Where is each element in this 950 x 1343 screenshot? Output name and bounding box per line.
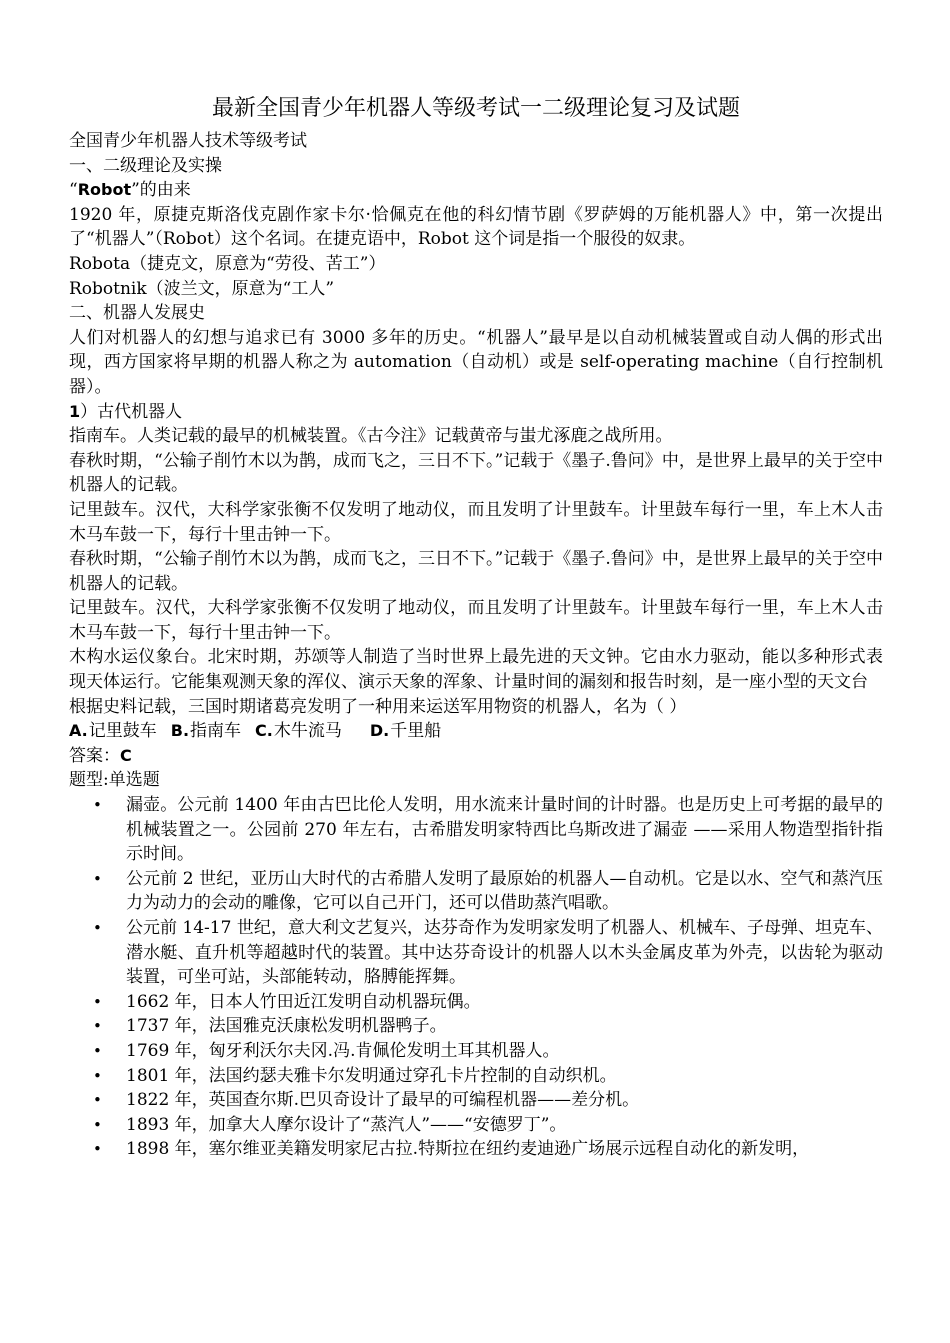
document-title: 最新全国青少年机器人等级考试一二级理论复习及试题 [211, 96, 740, 121]
list-item-text: 漏壶。公元前 1400 年由古巴比伦人发明，用水流来计量时间的计时器。也是历史上可考据的最早的机械装置之一。公园前 270 年左右，古希腊发明家特西比乌斯改进了漏壶 ——采用人物造型指针指示时间。 [126, 795, 883, 865]
question-type: 题型:单选题 [69, 770, 160, 791]
list-item [69, 1137, 883, 1162]
section-heading-1: 一、二级理论及实操 [69, 155, 222, 176]
robot-word: Robot [77, 180, 132, 200]
history-bullet-list [69, 793, 883, 1162]
bullet-icon: • [93, 1140, 102, 1159]
paragraph-wooden-bird: 春秋时期，“公输子削竹木以为鹊，成而飞之，三日不下。”记载于《墨子.鲁问》中，是世界上最早的关于空中机器人的记载。 [69, 450, 883, 496]
list-item-text: 公元前 2 世纪，亚历山大时代的古希腊人发明了最原始的机器人—自动机。它是以水、空气和蒸汽压力为动力的会动的雕像，它可以自己开门，还可以借助蒸汽唱歌。 [126, 868, 883, 914]
list-item-text: 公元前 14-17 世纪，意大利文艺复兴，达芬奇作为发明家发明了机器人、机械车、子母弹、坦克车、潜水艇、直升机等超越时代的装置。其中达芬奇设计的机器人以木头金属皮革为外壳，以齿轮为驱动装置，可坐可站，头部能转动，胳膊能挥舞。 [126, 918, 883, 988]
question-text: 根据史料记载，三国时期诸葛亮发明了一种用来运送军用物资的机器人，名为（ ） [69, 696, 687, 717]
bullet-icon: • [93, 992, 102, 1011]
bullet-icon: • [93, 1041, 102, 1060]
paragraph-drum-cart-repeat: 记里鼓车。汉代，大科学家张衡不仅发明了地动仪，而且发明了计里鼓车。计里鼓车每行一里，车上木人击木马车鼓一下，每行十里击钟一下。 [69, 598, 883, 643]
list-item [69, 916, 883, 990]
bullet-icon: • [93, 1017, 102, 1036]
option-b-letter: B. [170, 721, 190, 741]
bullet-icon: • [93, 869, 102, 888]
list-item [69, 1014, 883, 1039]
list-item-text: 1662 年，日本人竹田近江发明自动机器玩偶。 [126, 991, 481, 1012]
bullet-icon: • [93, 1091, 102, 1110]
section-heading-2: 二、机器人发展史 [69, 303, 205, 324]
list-item [69, 990, 883, 1015]
list-item [69, 793, 883, 867]
bullet-icon: • [93, 1066, 102, 1085]
option-c-letter: C. [255, 721, 273, 741]
answer-value: C [120, 745, 132, 765]
list-item-text: 1898 年，塞尔维亚美籍发明家尼古拉.特斯拉在纽约麦迪逊广场展示远程自动化的新发明， [126, 1139, 810, 1160]
document-page [69, 94, 883, 1162]
option-a-text: 记里鼓车 [88, 721, 157, 742]
list-item-text: 1801 年，法国约瑟夫雅卡尔发明通过穿孔卡片控制的自动织机。 [126, 1065, 617, 1086]
option-c-text: 木牛流马 [273, 721, 342, 742]
option-c [255, 719, 342, 744]
option-d-letter: D. [369, 721, 390, 741]
question-options [69, 719, 883, 744]
option-b-text: 指南车 [190, 721, 242, 742]
list-item [69, 1113, 883, 1138]
ancient-heading-number: 1 [69, 401, 81, 421]
paragraph-history: 人们对机器人的幻想与追求已有 3000 多年的历史。“机器人”最早是以自动机械装置或自动人偶的形式出现，西方国家将早期的机器人称之为 automation（自动机）或是 self-operating machine（自行控制机器）。 [69, 327, 883, 397]
option-a-letter: A. [69, 721, 88, 741]
answer-label: 答案： [69, 745, 120, 766]
option-a [69, 719, 157, 744]
list-item [69, 1064, 883, 1089]
exam-name: 全国青少年机器人技术等级考试 [69, 131, 307, 151]
quote-open: “ [69, 180, 78, 201]
paragraph-compass-cart: 指南车。人类记载的最早的机械装置。《古今注》记载黄帝与蚩尤涿鹿之战所用。 [69, 426, 673, 447]
ancient-robot-heading [69, 400, 883, 425]
paragraph-robotnik: Robotnik（波兰文，原意为“工人” [69, 278, 335, 299]
option-d [370, 719, 441, 744]
option-d-text: 千里船 [390, 721, 442, 742]
paragraph-drum-cart: 记里鼓车。汉代，大科学家张衡不仅发明了地动仪，而且发明了计里鼓车。计里鼓车每行一里，车上木人击木马车鼓一下，每行十里击钟一下。 [69, 499, 883, 545]
robot-origin-heading [69, 178, 883, 203]
bullet-icon: • [93, 796, 102, 815]
option-b [171, 719, 241, 744]
list-item-text: 1737 年，法国雅克沃康松发明机器鸭子。 [126, 1016, 447, 1037]
list-item-text: 1893 年，加拿大人摩尔设计了“蒸汽人”——“安德罗丁”。 [126, 1114, 567, 1135]
bullet-icon: • [93, 919, 102, 937]
bullet-icon: • [93, 1115, 102, 1134]
paragraph-astronomical-clock: 木构水运仪象台。北宋时期，苏颂等人制造了当时世界上最先进的天文钟。它由水力驱动，能以多种形式表现天体运行。它能集观测天象的浑仪、演示天象的浑象、计量时间的漏刻和报告时刻，是一座小型的天文台 [69, 647, 883, 693]
list-item-text: 1822 年，英国查尔斯.巴贝奇设计了最早的可编程机器——差分机。 [126, 1090, 640, 1111]
robot-origin-rest: ”的由来 [131, 180, 191, 201]
list-item [69, 1039, 883, 1064]
list-item [69, 1088, 883, 1113]
paragraph-1920: 1920 年，原捷克斯洛伐克剧作家卡尔·恰佩克在他的科幻情节剧《罗萨姆的万能机器人》中，第一次提出了“机器人”（Robot）这个名词。在捷克语中，Robot 这个词是指一个服役的奴隶。 [69, 204, 883, 250]
list-item-text: 1769 年，匈牙利沃尔夫冈.冯.肯佩伦发明土耳其机器人。 [126, 1040, 560, 1061]
paragraph-robota: Robota（捷克文，原意为“劳役、苦工”） [69, 253, 386, 274]
answer-line [69, 744, 883, 769]
paragraph-wooden-bird-repeat: 春秋时期，“公输子削竹木以为鹊，成而飞之，三日不下。”记载于《墨子.鲁问》中，是世界上最早的关于空中机器人的记载。 [69, 549, 883, 594]
list-item [69, 867, 883, 916]
ancient-heading-text: ）古代机器人 [80, 401, 183, 422]
